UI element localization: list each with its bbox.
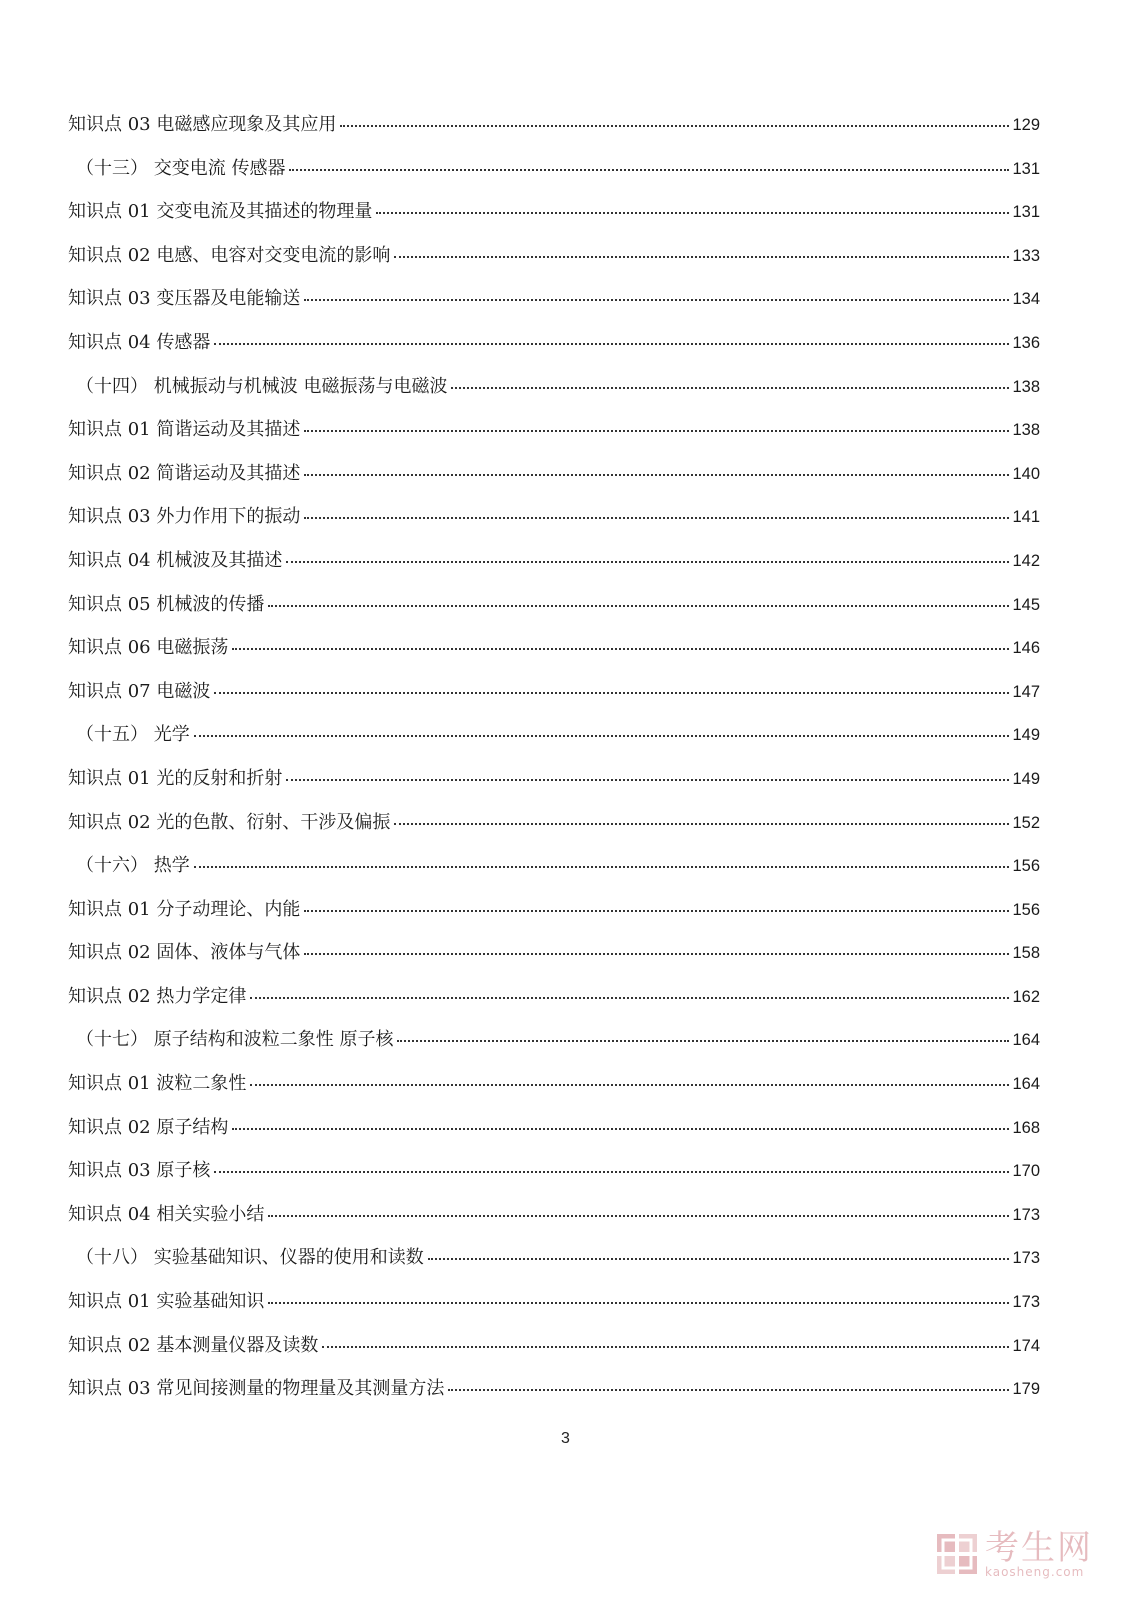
dot-leader — [286, 778, 1009, 781]
toc-page-number: 129 — [1012, 116, 1040, 134]
toc-entry[interactable] — [68, 1324, 1040, 1368]
toc-page-number: 138 — [1012, 421, 1040, 440]
toc-page-number: 136 — [1012, 333, 1040, 352]
toc-entry[interactable] — [68, 234, 1040, 278]
toc-entry-title: 知识点 03 原子核 — [68, 1160, 211, 1182]
toc-entry[interactable] — [68, 495, 1040, 539]
dot-leader — [304, 298, 1009, 301]
toc-section[interactable] — [68, 713, 1040, 757]
toc-entry[interactable] — [68, 583, 1040, 627]
dot-leader — [304, 909, 1009, 912]
dot-leader — [250, 1083, 1009, 1086]
toc-page-number: 173 — [1012, 1205, 1040, 1224]
dot-leader — [286, 560, 1009, 563]
toc-entry[interactable] — [68, 801, 1040, 845]
toc-entry-title: 知识点 02 基本测量仪器及读数 — [68, 1334, 319, 1356]
toc-page-number: 140 — [1012, 464, 1040, 483]
toc-entry-title: 知识点 03 常见间接测量的物理量及其测量方法 — [68, 1378, 445, 1400]
dot-leader — [268, 1301, 1009, 1304]
toc-entry-title: （十七） 原子结构和波粒二象性 原子核 — [76, 1029, 394, 1051]
toc-entry-title: 知识点 02 电感、电容对交变电流的影响 — [68, 244, 391, 266]
dot-leader — [268, 604, 1009, 607]
toc-entry-title: 知识点 05 机械波的传播 — [68, 593, 265, 615]
toc-entry-title: （十五） 光学 — [76, 724, 190, 746]
dot-leader — [448, 1388, 1009, 1391]
toc-entry-title: 知识点 04 相关实验小结 — [68, 1203, 265, 1225]
toc-page-number: 133 — [1012, 246, 1040, 265]
toc-entry-title: （十八） 实验基础知识、仪器的使用和读数 — [76, 1247, 424, 1269]
toc-page-number: 164 — [1012, 1075, 1040, 1094]
toc-entry[interactable] — [68, 626, 1040, 670]
toc-entry-title: 知识点 01 简谐运动及其描述 — [68, 419, 301, 441]
toc-entry-title: 知识点 02 原子结构 — [68, 1116, 229, 1138]
toc-section[interactable] — [68, 147, 1040, 191]
toc-page-number: 174 — [1012, 1336, 1040, 1355]
toc-entry[interactable] — [68, 1193, 1040, 1237]
toc-entry[interactable] — [68, 408, 1040, 452]
toc-entry[interactable] — [68, 670, 1040, 714]
toc-page-number: 156 — [1012, 857, 1040, 876]
toc-entry-title: 知识点 02 热力学定律 — [68, 985, 247, 1007]
toc-section[interactable] — [68, 365, 1040, 409]
watermark — [935, 1530, 1093, 1578]
table-of-contents — [68, 103, 1040, 1411]
dot-leader — [194, 734, 1010, 737]
dot-leader — [194, 865, 1010, 868]
toc-entry[interactable] — [68, 888, 1040, 932]
dot-leader — [232, 647, 1009, 650]
toc-entry[interactable] — [68, 1280, 1040, 1324]
toc-entry-title: 知识点 02 固体、液体与气体 — [68, 942, 301, 964]
toc-entry-title: 知识点 07 电磁波 — [68, 680, 211, 702]
dot-leader — [304, 473, 1009, 476]
page-number: 3 — [561, 1430, 570, 1447]
toc-page-number: 173 — [1012, 1249, 1040, 1268]
toc-section[interactable] — [68, 1236, 1040, 1280]
dot-leader — [214, 342, 1009, 345]
toc-entry-title: （十四） 机械振动与机械波 电磁振荡与电磁波 — [76, 375, 448, 397]
toc-entry-title: （十三） 交变电流 传感器 — [76, 157, 286, 179]
toc-page-number: 131 — [1012, 203, 1040, 222]
dot-leader — [304, 516, 1009, 519]
watermark-name: 考生网 — [985, 1528, 1093, 1568]
dot-leader — [232, 1127, 1009, 1130]
watermark-url: kaosheng.com — [985, 1565, 1085, 1579]
toc-entry-title: 知识点 02 光的色散、衍射、干涉及偏振 — [68, 811, 391, 833]
toc-entry[interactable] — [68, 1367, 1040, 1411]
dot-leader — [214, 691, 1009, 694]
toc-entry[interactable] — [68, 757, 1040, 801]
dot-leader — [214, 1170, 1009, 1173]
toc-page-number: 162 — [1012, 987, 1040, 1006]
dot-leader — [289, 168, 1009, 171]
toc-page-number: 131 — [1012, 159, 1040, 178]
toc-page-number: 152 — [1012, 813, 1040, 832]
toc-entry-title: 知识点 01 实验基础知识 — [68, 1291, 265, 1313]
toc-page-number: 138 — [1012, 377, 1040, 396]
toc-entry-title: 知识点 01 分子动理论、内能 — [68, 898, 301, 920]
toc-entry-title: （十六） 热学 — [76, 855, 190, 877]
toc-page-number: 149 — [1012, 769, 1040, 788]
toc-entry-title: 知识点 01 交变电流及其描述的物理量 — [68, 201, 373, 223]
toc-page-number: 168 — [1012, 1118, 1040, 1137]
toc-section[interactable] — [68, 844, 1040, 888]
toc-page-number: 141 — [1012, 508, 1040, 527]
toc-entry-title: 知识点 03 电磁感应现象及其应用 — [68, 114, 337, 135]
toc-entry[interactable] — [68, 975, 1040, 1019]
toc-entry-title: 知识点 03 变压器及电能输送 — [68, 288, 301, 310]
kaosheng-logo-icon — [935, 1532, 979, 1576]
dot-leader — [250, 996, 1009, 999]
dot-leader — [376, 211, 1009, 214]
toc-page-number: 156 — [1012, 900, 1040, 919]
dot-leader — [322, 1345, 1009, 1348]
dot-leader — [304, 429, 1009, 432]
toc-entry-title: 知识点 06 电磁振荡 — [68, 637, 229, 659]
toc-entry[interactable] — [68, 321, 1040, 365]
dot-leader — [397, 1039, 1009, 1042]
toc-page-number: 164 — [1012, 1031, 1040, 1050]
toc-entry-title: 知识点 01 波粒二象性 — [68, 1073, 247, 1095]
toc-page-number: 170 — [1012, 1162, 1040, 1181]
toc-page-number: 179 — [1012, 1380, 1040, 1399]
dot-leader — [451, 386, 1009, 389]
dot-leader — [340, 124, 1009, 127]
toc-entry-title: 知识点 01 光的反射和折射 — [68, 767, 283, 789]
dot-leader — [428, 1257, 1010, 1260]
toc-page-number: 173 — [1012, 1293, 1040, 1312]
toc-entry[interactable] — [68, 1106, 1040, 1150]
toc-page-number: 146 — [1012, 639, 1040, 658]
toc-entry-title: 知识点 04 传感器 — [68, 331, 211, 353]
toc-page-number: 142 — [1012, 551, 1040, 570]
toc-entry[interactable] — [68, 452, 1040, 496]
toc-entry[interactable] — [68, 277, 1040, 321]
toc-page-number: 149 — [1012, 726, 1040, 745]
toc-entry-title: 知识点 04 机械波及其描述 — [68, 549, 283, 571]
toc-entry[interactable] — [68, 103, 1040, 147]
toc-entry[interactable] — [68, 1062, 1040, 1106]
toc-entry-title: 知识点 02 简谐运动及其描述 — [68, 462, 301, 484]
toc-entry[interactable] — [68, 539, 1040, 583]
toc-page-number: 145 — [1012, 595, 1040, 614]
toc-entry[interactable] — [68, 1149, 1040, 1193]
toc-page-number: 158 — [1012, 944, 1040, 963]
dot-leader — [268, 1214, 1009, 1217]
toc-entry[interactable] — [68, 931, 1040, 975]
toc-page-number: 134 — [1012, 290, 1040, 309]
dot-leader — [304, 952, 1009, 955]
toc-entry-title: 知识点 03 外力作用下的振动 — [68, 506, 301, 528]
toc-section[interactable] — [68, 1018, 1040, 1062]
toc-entry[interactable] — [68, 190, 1040, 234]
dot-leader — [394, 822, 1009, 825]
toc-page-number: 147 — [1012, 682, 1040, 701]
dot-leader — [394, 255, 1009, 258]
